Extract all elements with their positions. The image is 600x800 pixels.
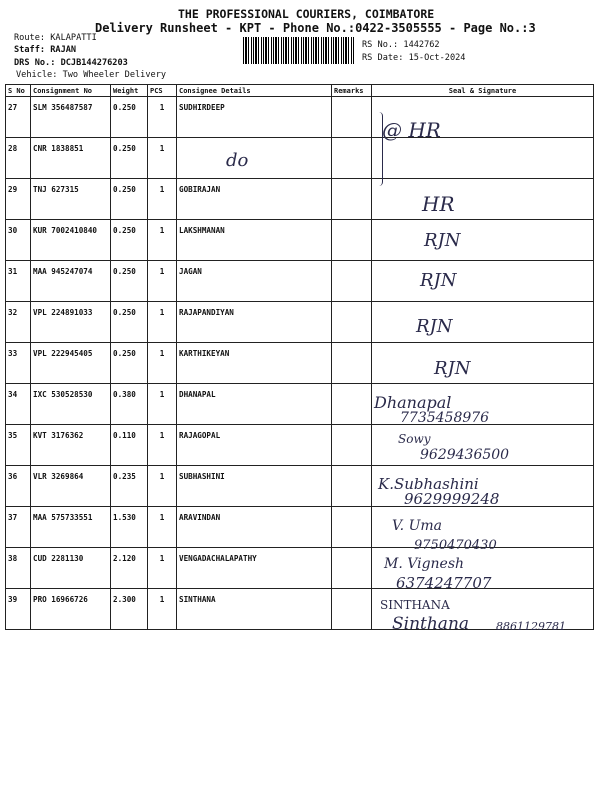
row-pcs: 1	[148, 179, 177, 220]
row-consignment-no: CNR 1838851	[31, 138, 111, 179]
row-consignment-no: VPL 222945405	[31, 343, 111, 384]
handwritten-name-34: Dhanapal	[374, 393, 452, 412]
row-weight: 0.250	[111, 343, 148, 384]
row-consignment-no: PRO 16966726	[31, 589, 111, 630]
row-seal-signature	[372, 138, 594, 179]
table-row	[6, 138, 594, 179]
row-weight: 2.120	[111, 548, 148, 589]
col-header-consignee: Consignee Details	[177, 85, 332, 97]
staff-label: Staff: RAJAN	[14, 45, 77, 55]
row-remarks	[332, 138, 372, 179]
table-row	[6, 261, 594, 302]
handwritten-signature-33: RJN	[434, 358, 471, 379]
table-row	[6, 343, 594, 384]
row-consignee: SUDHIRDEEP	[177, 97, 332, 138]
table-row	[6, 507, 594, 548]
col-header-weight: Weight	[111, 85, 148, 97]
handwritten-signature-32: RJN	[416, 316, 453, 337]
row-consignment-no: KVT 3176362	[31, 425, 111, 466]
handwritten-name-37: V. Uma	[392, 518, 442, 534]
handwritten-name-38: M. Vignesh	[384, 556, 465, 572]
row-weight: 0.110	[111, 425, 148, 466]
row-remarks	[332, 466, 372, 507]
row-consignment-no: MAA 945247074	[31, 261, 111, 302]
route-label: Route: KALAPATTI	[14, 33, 97, 43]
rs-number: RS No.: 1442762	[362, 40, 440, 50]
row-remarks	[332, 343, 372, 384]
row-seal-signature	[372, 343, 594, 384]
row-weight: 1.530	[111, 507, 148, 548]
row-consignee: SINTHANA	[177, 589, 332, 630]
row-remarks	[332, 425, 372, 466]
row-remarks	[332, 589, 372, 630]
row-pcs: 1	[148, 589, 177, 630]
table-row	[6, 302, 594, 343]
row-weight: 0.380	[111, 384, 148, 425]
row-remarks	[332, 179, 372, 220]
row-pcs: 1	[148, 384, 177, 425]
row-sno: 33	[6, 343, 31, 384]
runsheet-title: Delivery Runsheet - KPT - Phone No.:0422-3505555 - Page No.:3	[95, 21, 536, 35]
row-seal-signature	[372, 179, 594, 220]
row-sno: 37	[6, 507, 31, 548]
row-consignee	[177, 138, 332, 179]
row-remarks	[332, 302, 372, 343]
row-consignee: SUBHASHINI	[177, 466, 332, 507]
row-pcs: 1	[148, 220, 177, 261]
table-row	[6, 179, 594, 220]
row-pcs: 1	[148, 507, 177, 548]
handwritten-name-35: Sowy	[398, 432, 431, 446]
row-pcs: 1	[148, 466, 177, 507]
row-pcs: 1	[148, 302, 177, 343]
row-consignee: GOBIRAJAN	[177, 179, 332, 220]
row-consignee: RAJAGOPAL	[177, 425, 332, 466]
table-header-row	[6, 85, 594, 97]
row-consignee: VENGADACHALAPATHY	[177, 548, 332, 589]
row-pcs: 1	[148, 425, 177, 466]
row-consignee: DHANAPAL	[177, 384, 332, 425]
row-consignee: ARAVINDAN	[177, 507, 332, 548]
barcode-icon	[243, 37, 355, 64]
row-sno: 38	[6, 548, 31, 589]
table-row	[6, 97, 594, 138]
row-pcs: 1	[148, 343, 177, 384]
col-header-remarks: Remarks	[332, 85, 372, 97]
row-seal-signature	[372, 220, 594, 261]
row-sno: 36	[6, 466, 31, 507]
table-row	[6, 548, 594, 589]
row-remarks	[332, 97, 372, 138]
row-sno: 34	[6, 384, 31, 425]
table-row	[6, 220, 594, 261]
handwritten-signature-27: @ HR	[382, 118, 441, 142]
table-row	[6, 466, 594, 507]
handwritten-ditto-28: do	[226, 150, 249, 171]
rs-date: RS Date: 15-Oct-2024	[362, 53, 466, 63]
row-sno: 32	[6, 302, 31, 343]
col-header-pcs: PCS	[148, 85, 177, 97]
row-remarks	[332, 548, 372, 589]
row-sno: 27	[6, 97, 31, 138]
row-consignee: KARTHIKEYAN	[177, 343, 332, 384]
row-consignment-no: VPL 224891033	[31, 302, 111, 343]
handwritten-signature-29: HR	[422, 192, 455, 216]
row-weight: 0.250	[111, 138, 148, 179]
row-sno: 29	[6, 179, 31, 220]
handwritten-signature-39: Sinthana	[392, 614, 470, 634]
handwritten-phone-34: 7735458976	[400, 410, 490, 426]
handwritten-name-39: SINTHANA	[380, 598, 450, 612]
row-pcs: 1	[148, 548, 177, 589]
row-sno: 31	[6, 261, 31, 302]
handwritten-signature-31: RJN	[420, 270, 457, 291]
row-weight: 0.250	[111, 97, 148, 138]
row-consignee: JAGAN	[177, 261, 332, 302]
handwritten-phone-35: 9629436500	[420, 447, 510, 463]
handwritten-phone-36: 9629999248	[404, 490, 500, 508]
row-weight: 0.250	[111, 220, 148, 261]
row-remarks	[332, 384, 372, 425]
row-weight: 0.250	[111, 179, 148, 220]
table-row	[6, 384, 594, 425]
row-consignment-no: VLR 3269864	[31, 466, 111, 507]
row-seal-signature	[372, 302, 594, 343]
row-remarks	[332, 507, 372, 548]
row-remarks	[332, 261, 372, 302]
row-sno: 35	[6, 425, 31, 466]
handwritten-phone-39: 8861129781	[496, 620, 566, 633]
row-sno: 28	[6, 138, 31, 179]
row-seal-signature	[372, 261, 594, 302]
row-weight: 0.250	[111, 261, 148, 302]
runsheet-table	[5, 84, 594, 630]
row-consignment-no: KUR 7002410840	[31, 220, 111, 261]
handwritten-signature-30: RJN	[424, 230, 461, 251]
handwritten-name-36: K.Subhashini	[378, 475, 479, 493]
row-weight: 0.250	[111, 302, 148, 343]
row-pcs: 1	[148, 138, 177, 179]
row-consignment-no: TNJ 627315	[31, 179, 111, 220]
row-pcs: 1	[148, 97, 177, 138]
row-sno: 30	[6, 220, 31, 261]
row-sno: 39	[6, 589, 31, 630]
vehicle-label: Vehicle: Two Wheeler Delivery	[16, 70, 167, 80]
handwritten-phone-38: 6374247707	[396, 574, 492, 592]
row-consignment-no: IXC 530528530	[31, 384, 111, 425]
drs-number: DRS No.: DCJB144276203	[14, 58, 128, 68]
col-header-consignment: Consignment No	[31, 85, 111, 97]
row-consignment-no: MAA 575733551	[31, 507, 111, 548]
row-weight: 0.235	[111, 466, 148, 507]
col-header-sno: S No	[6, 85, 31, 97]
row-consignment-no: SLM 356487587	[31, 97, 111, 138]
company-name: THE PROFESSIONAL COURIERS, COIMBATORE	[178, 7, 435, 21]
row-consignee: LAKSHMANAN	[177, 220, 332, 261]
handwritten-phone-37: 9750470430	[414, 538, 497, 553]
row-pcs: 1	[148, 261, 177, 302]
col-header-signature: Seal & Signature	[372, 85, 594, 97]
row-consignment-no: CUD 2281130	[31, 548, 111, 589]
row-remarks	[332, 220, 372, 261]
row-weight: 2.300	[111, 589, 148, 630]
row-consignee: RAJAPANDIYAN	[177, 302, 332, 343]
